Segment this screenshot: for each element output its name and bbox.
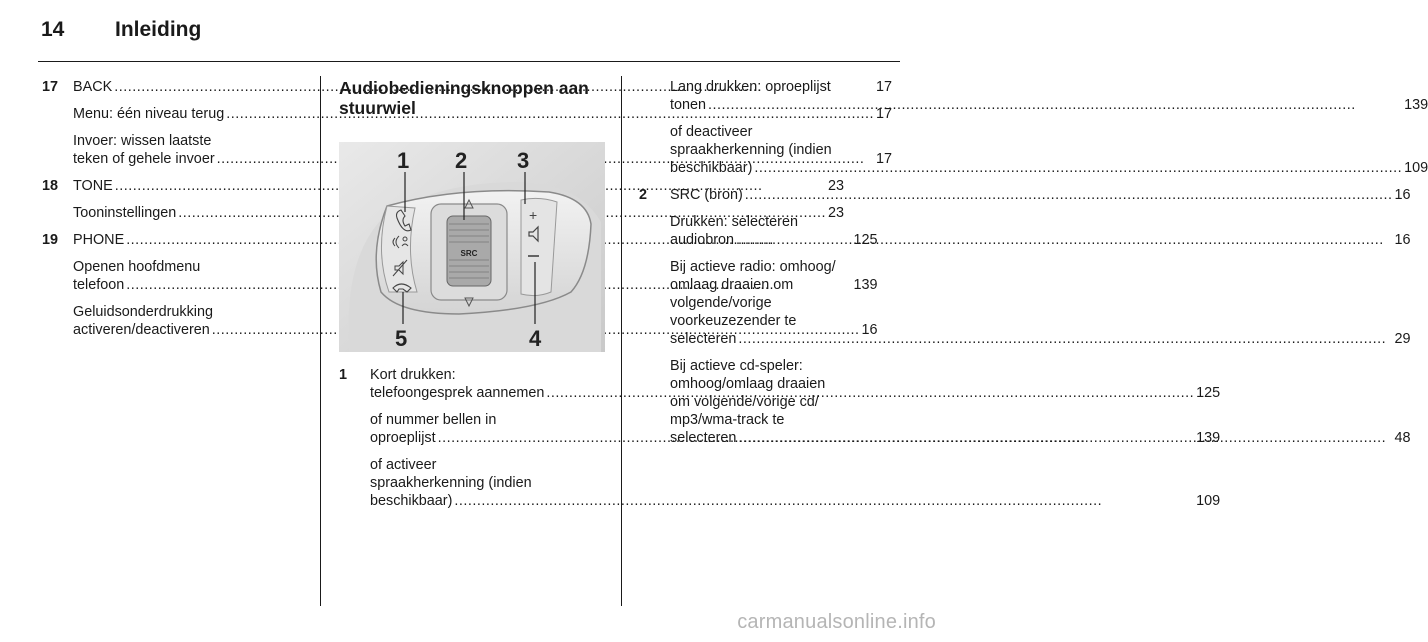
page-reference-link[interactable]: 29 [1394, 331, 1411, 347]
item-text: SRC (bron) [670, 187, 743, 203]
item-text: telefoongesprek aannemen [370, 385, 545, 401]
item-line [370, 456, 1220, 474]
item-line [670, 213, 1411, 231]
dot-leader [708, 96, 1402, 114]
item-text: om volgende/vorige cd/ [670, 394, 819, 410]
item-text: activeren/deactiveren [73, 322, 210, 338]
item-text: Menu: één niveau terug [73, 106, 225, 122]
item-text: telefoon [73, 277, 125, 293]
item-text: TONE [73, 178, 113, 194]
section-heading: Audiobedieningsknoppen aan stuurwiel [339, 78, 589, 118]
item-text: Kort drukken: [370, 367, 456, 383]
item-line [670, 312, 1411, 330]
page-reference-link[interactable]: 109 [1196, 493, 1221, 509]
item-text: selecteren [670, 331, 737, 347]
item-text: of deactiveer [670, 124, 753, 140]
page-title: Inleiding [115, 18, 202, 41]
page-reference-link[interactable]: 139 [1404, 97, 1428, 113]
index-item [670, 258, 1411, 348]
entry-body [670, 78, 1428, 177]
entry-number [639, 78, 670, 177]
dot-leader [454, 492, 1194, 510]
index-item [670, 213, 1411, 249]
callout-1: 1 [397, 148, 410, 173]
item-text: Lang drukken: oproeplijst [670, 79, 831, 95]
index-item [670, 357, 1411, 447]
item-line [670, 393, 1411, 411]
item-text: audiobron [670, 232, 735, 248]
item-line [670, 330, 1411, 348]
item-text: volgende/vorige [670, 295, 772, 311]
page-reference-link[interactable]: 16 [861, 322, 878, 338]
page-number: 14 [41, 18, 65, 41]
item-line [370, 474, 1220, 492]
item-line [670, 258, 1411, 276]
item-text: Geluidsonderdrukking [73, 304, 213, 320]
item-line [670, 231, 1411, 249]
item-line [670, 186, 1411, 204]
item-text: Bij actieve cd-speler: [670, 358, 803, 374]
item-line [670, 429, 1411, 447]
item-text: voorkeuzezender te [670, 313, 797, 329]
entry-number: 18 [42, 178, 59, 194]
item-line [670, 78, 1428, 96]
callout-3: 3 [517, 148, 530, 173]
page-reference-link[interactable]: 139 [853, 277, 878, 293]
item-line [670, 357, 1411, 375]
page-reference-link[interactable]: 23 [827, 178, 844, 194]
item-text: beschikbaar) [370, 493, 453, 509]
dot-leader [745, 186, 1393, 204]
item-text: spraakherkenning (indien [670, 142, 832, 158]
item-text: Drukken: selecteren [670, 214, 798, 230]
item-text: oproeplijst [370, 430, 436, 446]
page-reference-link[interactable]: 17 [875, 106, 892, 122]
dot-leader [738, 429, 1392, 447]
page-reference-link[interactable]: 23 [827, 205, 844, 221]
index-item [670, 123, 1428, 177]
steering-wheel-controls-illustration [339, 142, 605, 352]
item-text: of nummer bellen in [370, 412, 497, 428]
item-line [670, 375, 1411, 393]
dot-leader [736, 231, 1393, 249]
page-reference-link[interactable]: 17 [875, 151, 892, 167]
dot-leader [738, 330, 1392, 348]
item-text: beschikbaar) [670, 160, 753, 176]
item-line [670, 294, 1411, 312]
page-reference-link[interactable]: 16 [1394, 232, 1411, 248]
item-line [670, 411, 1411, 429]
item-text: Bij actieve radio: omhoog/ [670, 259, 836, 275]
item-text: Invoer: wissen laatste [73, 133, 212, 149]
item-text: PHONE [73, 232, 125, 248]
header-rule [38, 61, 900, 62]
item-text: tonen [670, 97, 707, 113]
item-text: of activeer [370, 457, 437, 473]
item-line [670, 159, 1428, 177]
item-text: spraakherkenning (indien [370, 475, 532, 491]
page-reference-link[interactable]: 17 [875, 79, 892, 95]
page-reference-link[interactable]: 16 [1394, 187, 1411, 203]
item-line [670, 276, 1411, 294]
callout-5: 5 [395, 326, 408, 351]
item-line [670, 96, 1428, 114]
entry-body [670, 186, 1411, 447]
index-item [370, 456, 1220, 510]
page-header [41, 18, 201, 48]
item-text: Tooninstellingen [73, 205, 177, 221]
item-line [670, 123, 1428, 141]
index-item [670, 78, 1428, 114]
item-text: omhoog/omlaag draaien [670, 376, 826, 392]
page-reference-link[interactable]: 125 [1196, 385, 1221, 401]
entry-number: 19 [42, 232, 59, 248]
index-item [670, 186, 1411, 204]
item-line [370, 492, 1220, 510]
item-text: BACK [73, 79, 113, 95]
steering-wheel-controls-figure [339, 142, 605, 352]
volume-plus-icon: + [529, 207, 538, 223]
item-text: selecteren [670, 430, 737, 446]
entry-number: 1 [339, 367, 348, 383]
page-reference-link[interactable]: 139 [1196, 430, 1221, 446]
entry-number: 17 [42, 79, 59, 95]
src-button-label: SRC [460, 249, 478, 258]
item-text: omlaag draaien om [670, 277, 794, 293]
item-line [670, 141, 1428, 159]
volume-button-strip [521, 198, 557, 295]
watermark: carmanualsonline.info [737, 611, 936, 633]
dot-leader [754, 159, 1402, 177]
item-text: teken of gehele invoer [73, 151, 215, 167]
callout-4: 4 [529, 326, 542, 351]
page-reference-link[interactable]: 125 [853, 232, 878, 248]
index-entry [639, 78, 1428, 177]
callout-2: 2 [455, 148, 468, 173]
page-reference-link[interactable]: 109 [1404, 160, 1428, 176]
entry-number: 2 [639, 187, 648, 203]
item-text: Openen hoofdmenu [73, 259, 201, 275]
page-reference-link[interactable]: 48 [1394, 430, 1411, 446]
item-text: mp3/wma-track te [670, 412, 785, 428]
